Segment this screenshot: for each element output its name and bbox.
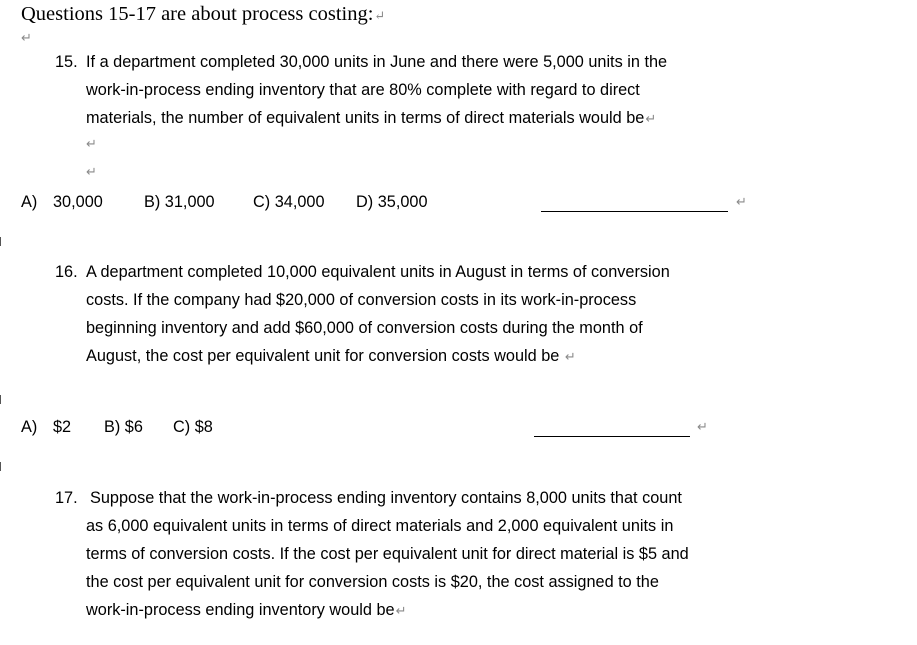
paragraph-mark-icon: ↵ (697, 419, 708, 434)
question-number: 17. (55, 489, 78, 507)
question-line: August, the cost per equivalent unit for conversion costs would be ↵ (86, 347, 576, 365)
option-a-label: A) (21, 193, 38, 211)
paragraph-mark-icon: ↵ (564, 349, 576, 364)
option-b: B) $6 (104, 418, 143, 436)
option-a-value: $2 (53, 418, 72, 436)
question-line: the cost per equivalent unit for conversion costs is $20, the cost assigned to the (86, 573, 659, 591)
question-line: costs. If the company had $20,000 of conversion costs in its work-in-process (86, 291, 637, 309)
question-line: If a department completed 30,000 units in June and there were 5,000 units in the (86, 53, 668, 71)
page-title: Questions 15-17 are about process costing:↵ (21, 3, 386, 25)
paragraph-mark-icon: ↵ (86, 136, 97, 151)
answer-blank[interactable] (534, 436, 690, 437)
option-c: C) $8 (173, 418, 213, 436)
page-edge-marker (0, 395, 1, 404)
option-b: B) 31,000 (144, 193, 215, 211)
question-line: work-in-process ending inventory would be↵ (86, 601, 407, 619)
question-line: Suppose that the work-in-process ending inventory contains 8,000 units that count (90, 489, 682, 507)
question-number: 16. (55, 263, 78, 281)
question-line: materials, the number of equivalent units in terms of direct materials would be↵ (86, 109, 657, 127)
paragraph-mark-icon: ↵ (736, 194, 747, 209)
option-c: C) 34,000 (253, 193, 325, 211)
question-line: A department completed 10,000 equivalent units in August in terms of conversion (86, 263, 670, 281)
option-d: D) 35,000 (356, 193, 428, 211)
paragraph-mark-icon: ↵ (645, 111, 657, 126)
paragraph-mark-icon: ↵ (21, 30, 32, 45)
question-number: 15. (55, 53, 78, 71)
question-line: as 6,000 equivalent units in terms of direct materials and 2,000 equivalent units in (86, 517, 674, 535)
page-edge-marker (0, 237, 1, 246)
paragraph-mark-icon: ↵ (86, 164, 97, 179)
question-line: beginning inventory and add $60,000 of conversion costs during the month of (86, 319, 643, 337)
question-line: work-in-process ending inventory that are 80% complete with regard to direct (86, 81, 640, 99)
answer-blank[interactable] (541, 211, 728, 212)
question-line: terms of conversion costs. If the cost per equivalent unit for direct material is $5 and (86, 545, 689, 563)
page-edge-marker (0, 462, 1, 471)
option-a-value: 30,000 (53, 193, 103, 211)
paragraph-mark-icon: ↵ (395, 603, 407, 618)
option-a-label: A) (21, 418, 38, 436)
paragraph-mark-icon: ↵ (374, 8, 386, 23)
